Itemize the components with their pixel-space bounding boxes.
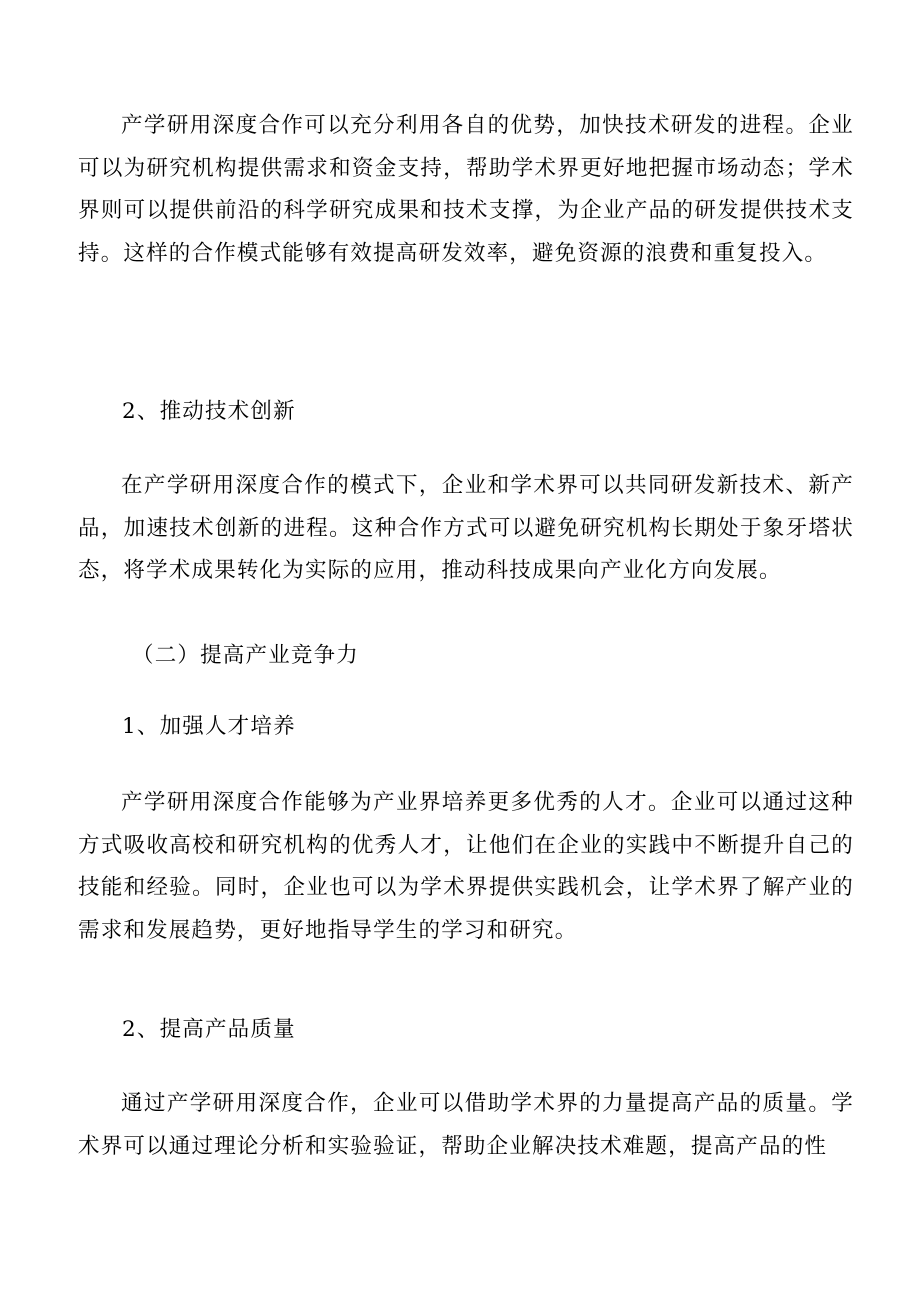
paragraph-product-quality: 通过产学研用深度合作，企业可以借助学术界的力量提高产品的质量。学术界可以通过理论分析和实验验证，帮助企业解决技术难题，提高产品的性 (78, 1091, 854, 1159)
paragraph-talent: 产学研用深度合作能够为产业界培养更多优秀的人才。企业可以通过这种方式吸收高校和研究机构的优秀人才，让他们在企业的实践中不断提升自己的技能和经验。同时，企业也可以为学术界提供实践机会，让学术界了解产业的需求和发展趋势，更好地指导学生的学习和研究。 (78, 790, 854, 944)
paragraph-innovation: 在产学研用深度合作的模式下，企业和学术界可以共同研发新技术、新产品，加速技术创新的进程。这种合作方式可以避免研究机构长期处于象牙塔状态，将学术成果转化为实际的应用，推动科技成果向产业化方向发展。 (78, 473, 854, 584)
heading-promote-innovation: 2、推动技术创新 (122, 399, 296, 424)
section-heading-competitiveness: （二）提高产业竞争力 (132, 643, 360, 668)
heading-product-quality: 2、提高产品质量 (122, 1017, 296, 1042)
heading-talent-cultivation: 1、加强人才培养 (122, 714, 296, 739)
paragraph-collaboration-advantages: 产学研用深度合作可以充分利用各自的优势，加快技术研发的进程。企业可以为研究机构提供需求和资金支持，帮助学术界更好地把握市场动态；学术界则可以提供前沿的科学研究成果和技术支撑，为企业产品的研发提供技术支持。这样的合作模式能够有效提高研发效率，避免资源的浪费和重复投入。 (78, 113, 854, 267)
